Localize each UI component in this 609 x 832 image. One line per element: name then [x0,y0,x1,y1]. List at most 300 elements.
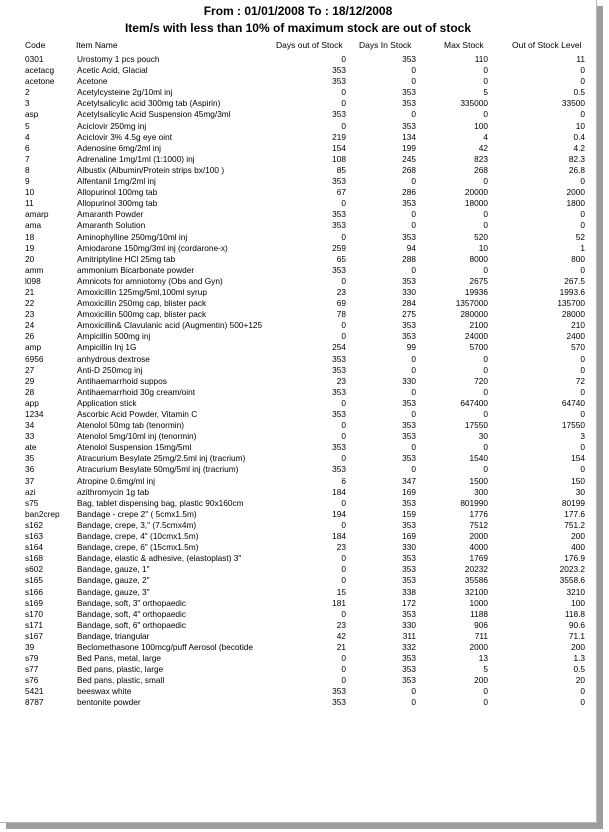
item-code: s602 [25,564,43,575]
item-name: Acetylsalicylic acid 300mg tab (Aspirin) [77,98,221,109]
days-in-stock: 0 [411,220,416,231]
column-header-row [24,39,588,51]
item-name: Aciclovir 250mg inj [77,120,147,131]
days-in-stock: 353 [402,564,416,575]
out-of-stock-level: 118.8 [564,608,585,619]
days-in-stock: 245 [402,153,416,164]
days-out-of-stock: 0 [341,553,346,564]
column-header-days-in: Days In Stock [359,40,412,50]
out-of-stock-level: 0 [580,176,585,187]
days-out-of-stock: 353 [332,209,346,220]
max-stock: 17550 [464,420,488,431]
item-code: asp [25,109,39,120]
item-code: s76 [25,675,39,686]
max-stock: 13 [478,653,488,664]
days-out-of-stock: 184 [332,531,346,542]
out-of-stock-level: 0 [580,686,585,697]
table-row [24,154,588,165]
days-in-stock: 353 [402,497,416,508]
out-of-stock-level: 20 [575,675,585,686]
out-of-stock-level: 17550 [561,420,585,431]
item-code: 36 [25,464,35,475]
out-of-stock-level: 30 [575,486,585,497]
item-code: azi [25,486,36,497]
item-name: Amaranth Solution [77,220,146,231]
table-row [24,331,588,342]
item-name: Atropine 0.6mg/ml inj [77,475,155,486]
item-name: Albustix (Albumin/Protein strips bx/100 ) [77,164,225,175]
table-row [24,342,588,353]
out-of-stock-level: 2400 [566,331,585,342]
table-row [24,476,588,487]
days-out-of-stock: 0 [341,519,346,530]
table-row [24,498,588,509]
out-of-stock-level: 3210 [566,586,585,597]
days-out-of-stock: 154 [332,142,346,153]
days-in-stock: 288 [402,253,416,264]
table-row [24,87,588,98]
item-name: Ascorbic Acid Powder, Vitamin C [77,409,198,419]
max-stock: 0 [483,353,488,364]
max-stock: 2000 [469,531,488,542]
days-out-of-stock: 23 [336,542,346,553]
max-stock: 1540 [469,453,488,464]
days-in-stock: 0 [411,386,416,397]
days-out-of-stock: 353 [332,353,346,364]
days-in-stock: 0 [411,409,416,419]
max-stock: 20232 [464,564,488,575]
table-row [24,453,588,464]
table-row [24,232,588,243]
days-out-of-stock: 0 [341,275,346,286]
days-out-of-stock: 0 [341,420,346,431]
table-row [24,664,588,675]
days-out-of-stock: 353 [332,220,346,231]
out-of-stock-level: 1800 [566,198,585,209]
item-name: ammonium Bicarbonate powder [77,264,195,275]
days-in-stock: 353 [402,320,416,331]
days-in-stock: 0 [411,686,416,697]
days-in-stock: 353 [402,120,416,131]
out-of-stock-level: 200 [571,531,585,542]
column-header-code: Code [25,40,46,50]
max-stock: 720 [474,375,488,386]
item-code: 4 [25,131,30,142]
days-in-stock: 0 [411,76,416,87]
out-of-stock-level: 28000 [561,309,585,320]
max-stock: 10 [478,242,488,253]
out-of-stock-level: 3 [580,431,585,442]
item-name: Aminophylline 250mg/10ml inj [77,231,188,242]
item-code: 20 [25,253,35,264]
days-in-stock: 353 [402,397,416,408]
days-in-stock: 94 [406,242,416,253]
max-stock: 0 [483,386,488,397]
max-stock: 1000 [469,597,488,608]
item-name: Atenolol Suspension 15mg/5ml [77,442,192,453]
item-name: Bandage, soft, 6" orthopaedic [77,619,187,630]
item-code: ate [25,442,37,453]
out-of-stock-level: 0 [580,464,585,475]
days-in-stock: 169 [402,531,416,542]
table-row [24,553,588,564]
days-out-of-stock: 65 [336,253,346,264]
item-name: Bandage, triangular [77,630,150,641]
days-out-of-stock: 23 [336,375,346,386]
days-in-stock: 330 [402,542,416,553]
out-of-stock-level: 210 [571,320,585,331]
max-stock: 0 [483,209,488,220]
table-row [24,176,588,187]
table-row [24,542,588,553]
item-name: Acetylsalicylic Acid Suspension 45mg/3ml [77,109,231,120]
days-out-of-stock: 353 [332,386,346,397]
max-stock: 711 [474,630,488,641]
days-out-of-stock: 23 [336,619,346,630]
item-code: 8787 [25,697,44,708]
item-code: 11 [25,198,34,209]
max-stock: 300 [474,486,488,497]
table-row [24,653,588,664]
item-code: 6956 [25,353,44,364]
max-stock: 0 [483,65,488,76]
table-row [24,187,588,198]
table-row [24,376,588,387]
days-out-of-stock: 353 [332,76,346,87]
days-out-of-stock: 353 [332,264,346,275]
days-out-of-stock: 353 [332,442,346,453]
table-row [24,65,588,76]
item-name: Acetone [77,76,108,87]
out-of-stock-level: 0 [580,209,585,220]
out-of-stock-level: 4.2 [573,142,585,153]
days-out-of-stock: 353 [332,697,346,708]
table-row [24,487,588,498]
max-stock: 0 [483,176,488,187]
item-code: 5 [25,120,30,131]
out-of-stock-level: 135700 [557,298,585,309]
out-of-stock-level: 154 [571,453,585,464]
item-name: Application stick [77,397,137,408]
item-name: Atracurium Besylate 25mg/2.5ml inj (tracrium) [77,453,246,464]
column-header-max-stock: Max Stock [444,40,484,50]
item-name: Bandage, soft, 4" orthopaedic [77,608,187,619]
max-stock: 4000 [469,542,488,553]
days-out-of-stock: 353 [332,409,346,419]
column-header-out-level: Out of Stock Level [512,40,582,50]
out-of-stock-level: 0 [580,65,585,76]
out-of-stock-level: 0 [580,386,585,397]
table-row [24,631,588,642]
out-of-stock-level: 0 [580,364,585,375]
max-stock: 20000 [464,187,488,198]
days-out-of-stock: 353 [332,65,346,76]
item-name: Acetylcysteine 2g/10ml inj [77,87,173,98]
item-code: 10 [25,187,35,198]
out-of-stock-level: 0 [580,76,585,87]
days-in-stock: 353 [402,575,416,586]
days-out-of-stock: 259 [332,242,346,253]
out-of-stock-level: 0.4 [573,131,585,142]
days-in-stock: 353 [402,54,416,64]
item-name: Ampicillin 500mg inj [77,331,151,342]
out-of-stock-level: 176.9 [564,553,585,564]
item-code: 7 [25,153,30,164]
max-stock: 24000 [464,331,488,342]
table-row [24,575,588,586]
item-code: 27 [25,364,35,375]
item-name: Alfentanil 1mg/2ml inj [77,176,156,187]
item-name: Bandage, elastic & adhesive, (elastoplast) 3" [77,553,242,564]
table-row [24,287,588,298]
days-in-stock: 347 [402,475,416,486]
max-stock: 19936 [464,286,488,297]
days-out-of-stock: 0 [341,331,346,342]
item-name: Amnicots for amniotomy (Obs and Gyn) [77,275,223,286]
days-out-of-stock: 184 [332,486,346,497]
out-of-stock-level: 82.3 [568,153,585,164]
out-of-stock-level: 72 [575,375,585,386]
days-in-stock: 353 [402,275,416,286]
item-name: Ampicillin Inj 1G [77,342,137,353]
item-code: s162 [25,519,43,530]
item-code: 0301 [25,54,44,64]
max-stock: 32100 [464,586,488,597]
item-name: Beclomethasone 100mcg/puff Aerosol (becotide [77,641,254,652]
table-row [24,431,588,442]
item-name: Bandage, gauze, 2" [77,575,150,586]
out-of-stock-level: 0.5 [573,87,585,98]
item-name: Amoxicillin 250mg cap, blister pack [77,298,207,309]
table-row [24,520,588,531]
days-in-stock: 353 [402,453,416,464]
out-of-stock-level: 0 [580,442,585,453]
out-of-stock-level: 64740 [561,397,585,408]
days-out-of-stock: 42 [336,630,346,641]
max-stock: 335000 [460,98,488,109]
out-of-stock-level: 11 [576,54,585,64]
days-in-stock: 338 [402,586,416,597]
item-name: Amitriptyline HCl 25mg tab [77,253,176,264]
days-in-stock: 0 [411,353,416,364]
out-of-stock-level: 90.6 [568,619,585,630]
item-name: Bandage, crepe, 6" (15cmx1.5m) [77,542,199,553]
table-row [24,165,588,176]
out-of-stock-level: 0 [580,409,585,419]
table-row [24,254,588,265]
max-stock: 0 [483,442,488,453]
column-header-item-name: Item Name [76,40,118,50]
out-of-stock-level: 1993.6 [559,286,585,297]
item-name: Aciclovir 3% 4.5g eye oint [77,131,173,142]
item-code: 19 [25,242,35,253]
days-out-of-stock: 194 [332,508,346,519]
out-of-stock-level: 2023.2 [559,564,585,575]
days-in-stock: 353 [402,331,416,342]
days-out-of-stock: 0 [341,664,346,675]
table-row [24,220,588,231]
item-name: Adenosine 6mg/2ml inj [77,142,161,153]
item-name: Bandage - crepe 2" ( 5cmx1.5m) [77,508,197,519]
out-of-stock-level: 100 [571,597,585,608]
item-code: s163 [25,531,43,542]
days-in-stock: 275 [402,309,416,320]
days-out-of-stock: 23 [336,286,346,297]
days-out-of-stock: 0 [341,608,346,619]
item-name: Amoxicillin& Clavulanic acid (Augmentin) 500+125 [77,320,263,331]
out-of-stock-level: 177.6 [564,508,585,519]
item-name: Allopurinol 100mg tab [77,187,158,198]
item-name: Antihaemarrhoid 30g cream/oint [77,386,196,397]
table-row [24,354,588,365]
column-header-days-out: Days out of Stock [276,40,343,50]
days-out-of-stock: 219 [332,131,346,142]
table-row [24,398,588,409]
item-code: ban2crep [25,508,60,519]
days-out-of-stock: 0 [341,575,346,586]
max-stock: 200 [474,675,488,686]
item-name: Amoxicillin 125mg/5ml,100ml syrup [77,286,208,297]
item-code: 6 [25,142,30,153]
days-in-stock: 330 [402,619,416,630]
max-stock: 520 [474,231,488,242]
item-name: Bandage, gauze, 1" [77,564,150,575]
item-code: amp [25,342,42,353]
item-name: Anti-D 250mcg inj [77,364,143,375]
out-of-stock-level: 33500 [561,98,585,109]
days-out-of-stock: 353 [332,364,346,375]
item-code: acetacg [25,65,55,76]
days-in-stock: 268 [402,164,416,175]
max-stock: 0 [483,686,488,697]
max-stock: 0 [483,220,488,231]
days-in-stock: 353 [402,519,416,530]
days-in-stock: 330 [402,286,416,297]
days-out-of-stock: 0 [341,497,346,508]
days-in-stock: 353 [402,664,416,675]
item-name: Acetic Acid, Glacial [77,65,148,76]
out-of-stock-level: 400 [571,542,585,553]
max-stock: 5700 [469,342,488,353]
max-stock: 906 [474,619,488,630]
days-out-of-stock: 85 [336,164,346,175]
stock-table [24,54,588,709]
days-out-of-stock: 353 [332,686,346,697]
item-name: Adrenaline 1mg/1ml (1:1000) inj [77,153,195,164]
max-stock: 823 [474,153,488,164]
days-out-of-stock: 0 [341,54,346,64]
item-name: bentonite powder [77,697,141,708]
table-row [24,143,588,154]
days-out-of-stock: 15 [336,586,346,597]
item-code: 39 [25,641,35,652]
max-stock: 100 [474,120,488,131]
table-row [24,320,588,331]
days-out-of-stock: 254 [332,342,346,353]
max-stock: 0 [483,264,488,275]
max-stock: 0 [483,697,488,708]
item-name: Amoxicillin 500mg cap, blister pack [77,309,207,320]
days-in-stock: 353 [402,231,416,242]
item-name: Atracurium Besylate 50mg/5ml inj (tracrium) [77,464,239,475]
item-code: 28 [25,386,35,397]
item-name: Bandage, crepe, 4" (10cmx1.5m) [77,531,199,542]
out-of-stock-level: 0 [580,109,585,120]
table-row [24,697,588,708]
table-row [24,109,588,120]
max-stock: 42 [478,142,488,153]
max-stock: 1769 [469,553,488,564]
days-out-of-stock: 0 [341,397,346,408]
days-out-of-stock: 0 [341,320,346,331]
days-in-stock: 353 [402,420,416,431]
item-name: beeswax white [77,686,132,697]
days-out-of-stock: 78 [336,309,346,320]
max-stock: 647400 [460,397,488,408]
item-code: 2 [25,87,30,98]
days-in-stock: 0 [411,464,416,475]
days-in-stock: 353 [402,98,416,109]
out-of-stock-level: 570 [571,342,585,353]
item-code: s169 [25,597,43,608]
item-code: app [25,397,39,408]
table-row [24,265,588,276]
days-out-of-stock: 0 [341,198,346,209]
item-name: Bandage, soft, 3" orthopaedic [77,597,187,608]
item-name: Allopurinol 300mg tab [77,198,158,209]
out-of-stock-level: 800 [571,253,585,264]
max-stock: 280000 [460,309,488,320]
item-name: Bandage, gauze, 3" [77,586,150,597]
item-code: 26 [25,331,35,342]
item-name: Bag, tablet dispensing bag, plastic 90x160cm [77,497,244,508]
days-in-stock: 286 [402,187,416,198]
days-in-stock: 332 [402,641,416,652]
item-name: Bed Pans, metal, large [77,653,161,664]
days-out-of-stock: 353 [332,176,346,187]
max-stock: 0 [483,409,488,419]
days-in-stock: 99 [406,342,416,353]
out-of-stock-level: 3558.6 [559,575,585,586]
days-out-of-stock: 0 [341,231,346,242]
item-code: s168 [25,553,43,564]
item-code: 34 [25,420,35,431]
table-row [24,98,588,109]
out-of-stock-level: 0 [580,220,585,231]
item-name: anhydrous dextrose [77,353,150,364]
max-stock: 30 [478,431,488,442]
days-out-of-stock: 0 [341,87,346,98]
max-stock: 2100 [469,320,488,331]
table-row [24,365,588,376]
days-out-of-stock: 0 [341,431,346,442]
days-in-stock: 0 [411,209,416,220]
item-code: l098 [25,275,41,286]
item-code: s79 [25,653,39,664]
out-of-stock-level: 267.5 [564,275,585,286]
days-out-of-stock: 0 [341,120,346,131]
out-of-stock-level: 1.3 [573,653,585,664]
table-row [24,642,588,653]
days-out-of-stock: 21 [336,641,346,652]
out-of-stock-level: 52 [575,231,585,242]
max-stock: 268 [474,164,488,175]
item-code: s166 [25,586,43,597]
out-of-stock-level: 26.8 [568,164,585,175]
max-stock: 8000 [469,253,488,264]
max-stock: 110 [474,54,488,64]
table-row [24,76,588,87]
